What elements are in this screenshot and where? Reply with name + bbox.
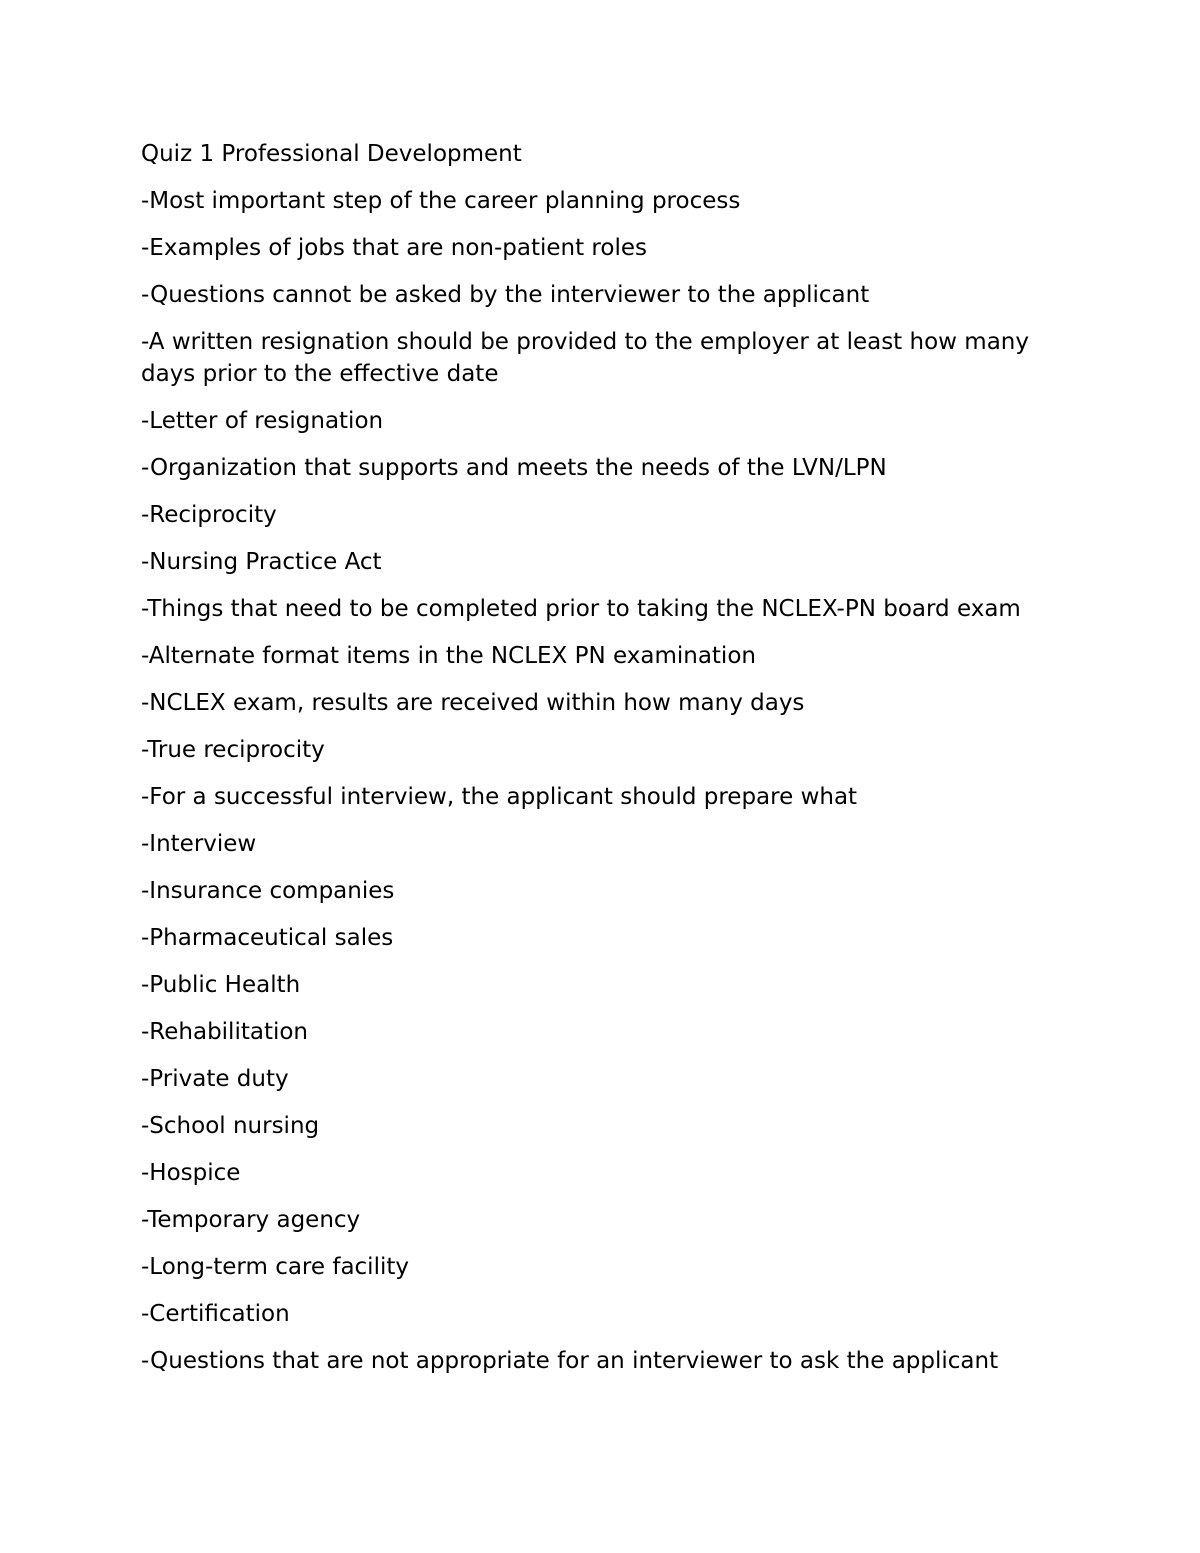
list-item: -Letter of resignation — [141, 408, 384, 434]
list-item: -School nursing — [141, 1113, 320, 1139]
list-item: -Rehabilitation — [141, 1019, 309, 1045]
list-item: -Reciprocity — [141, 502, 277, 528]
list-item: -Private duty — [141, 1066, 289, 1092]
list-item: -Examples of jobs that are non-patient roles — [141, 235, 647, 261]
list-item: -Questions cannot be asked by the interviewer to the applicant — [141, 282, 870, 308]
list-item: -Questions that are not appropriate for an interviewer to ask the applicant — [141, 1348, 999, 1374]
list-item: -Hospice — [141, 1160, 241, 1186]
list-item: -Organization that supports and meets the needs of the LVN/LPN — [141, 455, 887, 481]
document-title: Quiz 1 Professional Development — [141, 141, 522, 167]
list-item: -Long-term care facility — [141, 1254, 409, 1280]
list-item: -Alternate format items in the NCLEX PN examination — [141, 643, 756, 669]
list-item: -True reciprocity — [141, 737, 325, 763]
list-item: -Nursing Practice Act — [141, 549, 382, 575]
list-item: -For a successful interview, the applicant should prepare what — [141, 784, 858, 810]
list-item: -Public Health — [141, 972, 301, 998]
list-item: -Most important step of the career planning process — [141, 188, 741, 214]
list-item: -Things that need to be completed prior to taking the NCLEX-PN board exam — [141, 596, 1021, 622]
list-item: -A written resignation should be provided to the employer at least how many days prior to the effective date — [141, 329, 1029, 387]
list-item: -NCLEX exam, results are received within how many days — [141, 690, 805, 716]
list-item: -Certification — [141, 1301, 290, 1327]
list-item: -Pharmaceutical sales — [141, 925, 394, 951]
list-item: -Interview — [141, 831, 257, 857]
list-item: -Temporary agency — [141, 1207, 361, 1233]
document-body — [141, 138, 1061, 1392]
list-item: -Insurance companies — [141, 878, 395, 904]
